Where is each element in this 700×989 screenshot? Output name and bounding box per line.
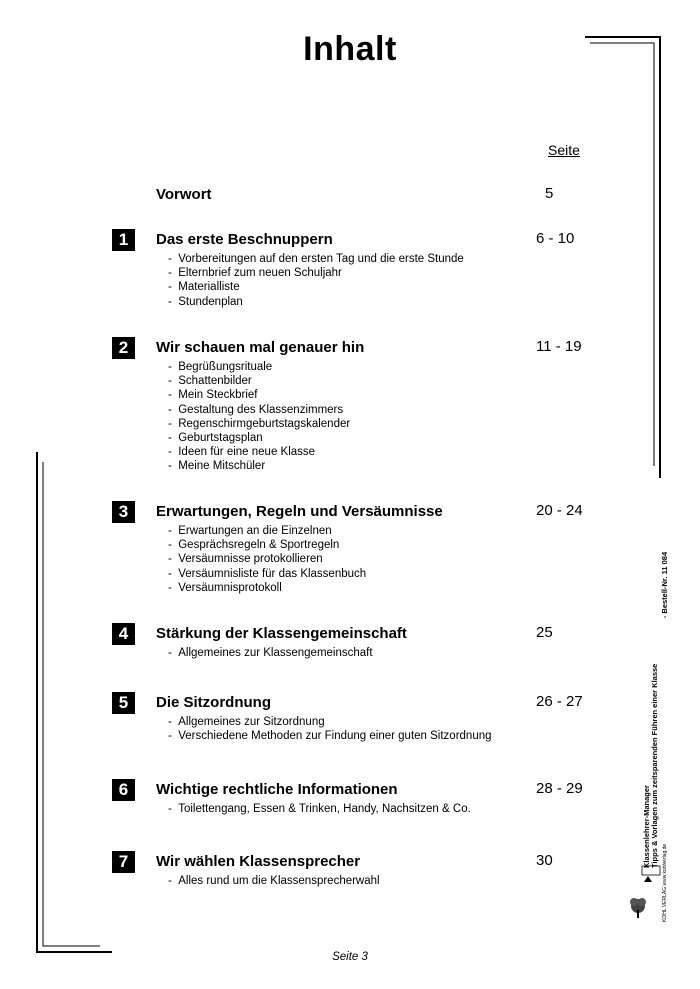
chapter-topics xyxy=(168,646,373,660)
vorwort-pages: 5 xyxy=(545,185,554,202)
bottom-left-frame-lines xyxy=(37,452,112,952)
book-title-vertical xyxy=(643,548,659,868)
topic-item: - Verschiedene Methoden zur Findung einer guten Sitzordnung xyxy=(168,729,492,743)
chapter-title: Das erste Beschnuppern xyxy=(156,231,333,248)
chapter-title: Die Sitzordnung xyxy=(156,694,271,711)
topic-item: - Allgemeines zur Sitzordnung xyxy=(168,715,492,729)
page-column-header: Seite xyxy=(548,142,580,158)
topic-item: - Alles rund um die Klassensprecherwahl xyxy=(168,874,380,888)
vorwort-label: Vorwort xyxy=(156,186,212,203)
chapter-pages: 20 - 24 xyxy=(536,502,583,519)
page-title: Inhalt xyxy=(303,30,397,68)
book-title: Klassenlehrer-Manager xyxy=(642,785,651,868)
chapter-pages: 11 - 19 xyxy=(536,338,582,355)
topic-item: - Begrüßungsrituale xyxy=(168,360,350,374)
top-right-frame-lines xyxy=(585,37,660,478)
topic-item: - Mein Steckbrief xyxy=(168,388,350,402)
chapter-pages: 28 - 29 xyxy=(536,780,583,797)
topic-item: - Materialliste xyxy=(168,280,464,294)
chapter-topics xyxy=(168,360,350,474)
topic-item: - Versäumnisse protokollieren xyxy=(168,552,366,566)
topic-item: - Regenschirmgeburtstagskalender xyxy=(168,417,350,431)
chapter-number: 4 xyxy=(112,623,135,645)
publisher-name: KOHL VERLAG xyxy=(662,886,668,922)
chapter-title: Wir schauen mal genauer hin xyxy=(156,339,365,356)
chapter-pages: 25 xyxy=(536,624,553,641)
topic-item: - Erwartungen an die Einzelnen xyxy=(168,524,366,538)
topic-item: - Allgemeines zur Klassengemeinschaft xyxy=(168,646,373,660)
topic-item: - Ideen für eine neue Klasse xyxy=(168,445,350,459)
chapter-pages: 26 - 27 xyxy=(536,693,583,710)
chapter-title: Wir wählen Klassensprecher xyxy=(156,853,361,870)
topic-item: - Toilettengang, Essen & Trinken, Handy, Nachsitzen & Co. xyxy=(168,802,471,816)
publisher-text xyxy=(662,843,670,922)
topic-item: - Elternbrief zum neuen Schuljahr xyxy=(168,266,464,280)
chapter-number: 3 xyxy=(112,501,135,523)
chapter-number: 5 xyxy=(112,692,135,714)
order-number: - Bestell-Nr. 11 084 xyxy=(660,551,669,619)
topic-item: - Stundenplan xyxy=(168,295,464,309)
chapter-title: Erwartungen, Regeln und Versäumnisse xyxy=(156,503,443,520)
chapter-topics xyxy=(168,715,492,743)
topic-item: - Versäumnisliste für das Klassenbuch xyxy=(168,567,366,581)
chapter-title: Wichtige rechtliche Informationen xyxy=(156,781,398,798)
topic-item: - Versäumnisprotokoll xyxy=(168,581,366,595)
chapter-topics xyxy=(168,874,380,888)
chapter-pages: 6 - 10 xyxy=(536,230,575,247)
chapter-number: 2 xyxy=(112,337,135,359)
chapter-number: 6 xyxy=(112,779,135,801)
topic-item: - Meine Mitschüler xyxy=(168,459,350,473)
chapter-topics xyxy=(168,524,366,595)
page-number: Seite 3 xyxy=(332,951,368,963)
topic-item: - Gestaltung des Klassenzimmers xyxy=(168,403,350,417)
chapter-number: 7 xyxy=(112,851,135,873)
chapter-number: 1 xyxy=(112,229,135,251)
topic-item: - Geburtstagsplan xyxy=(168,431,350,445)
chapter-topics xyxy=(168,252,464,309)
tree-icon xyxy=(630,898,646,918)
chapter-pages: 30 xyxy=(536,852,553,869)
publisher-url: www.kohlverlag.de xyxy=(662,843,668,886)
topic-item: - Gesprächsregeln & Sportregeln xyxy=(168,538,366,552)
book-subtitle: Tipps & Vorlagen zum zeitsparenden Führen einer Klasse xyxy=(650,663,659,868)
topic-item: - Vorbereitungen auf den ersten Tag und die erste Stunde xyxy=(168,252,464,266)
chapter-topics xyxy=(168,802,471,816)
chapter-title: Stärkung der Klassengemeinschaft xyxy=(156,625,407,642)
topic-item: - Schattenbilder xyxy=(168,374,350,388)
